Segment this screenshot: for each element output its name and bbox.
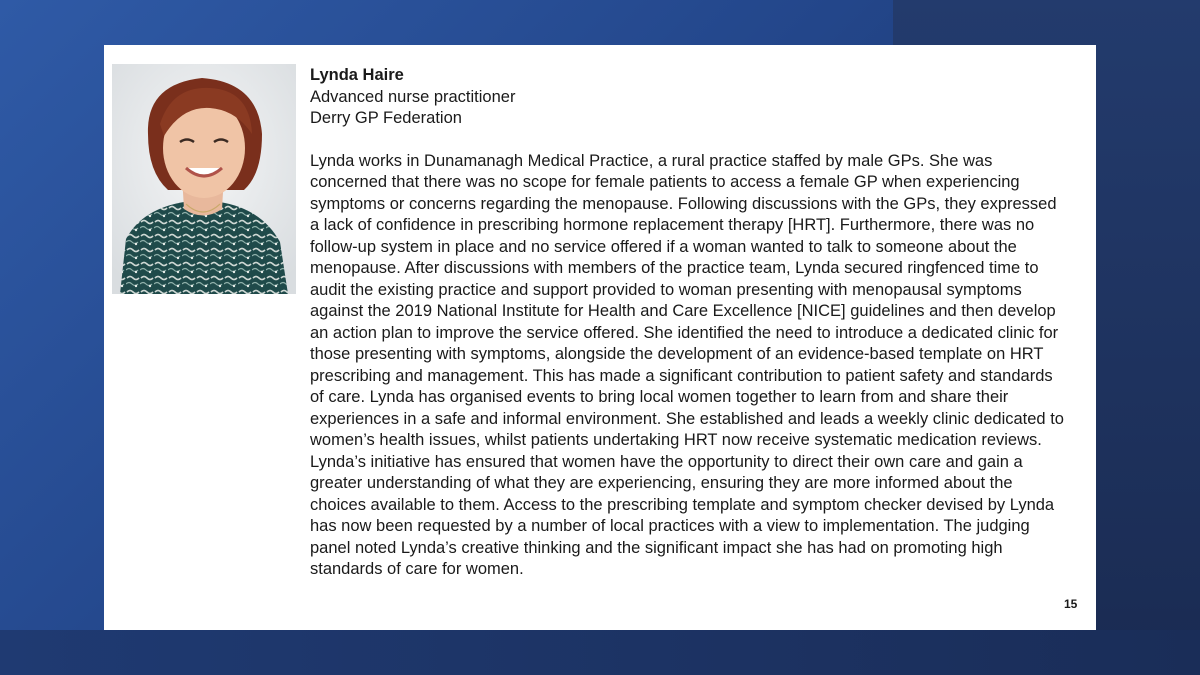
profile-text <box>310 65 1066 581</box>
document-page <box>104 45 1096 630</box>
biography-paragraph: Lynda works in Dunamanagh Medical Practice, a rural practice staffed by male GPs. She was concerned that there was no scope for female patients to access a female GP when experiencing symptoms or concerns regarding the menopause. Following discussions with the GPs, they expressed a lack of confidence in prescribing hormone replacement therapy [HRT]. Furthermore, there was no follow-up system in place and no service offered if a woman wanted to talk to someone about the menopause. After discussions with members of the practice team, Lynda secured ringfenced time to audit the existing practice and support provided to woman presenting with menopausal symptoms against the 2019 National Institute for Health and Care Excellence [NICE] guidelines and then develop an action plan to improve the service offered. She identified the need to introduce a dedicated clinic for those presenting with symptoms, alongside the development of an evidence-based template on HRT prescribing and management. This has made a significant contribution to patient safety and standards of care. Lynda has organised events to bring local women together to learn from and share their experiences in a safe and informal environment. She established and leads a weekly clinic dedicated to women’s health issues, whilst patients undertaking HRT now receive systematic medication reviews. Lynda’s initiative has ensured that women have the opportunity to direct their own care and gain a greater understanding of what they are experiencing, ensuring they are more informed about the choices available to them. Access to the prescribing template and symptom checker devised by Lynda has now been requested by a number of local practices with a view to implementation. The judging panel noted Lynda’s creative thinking and the significant impact she has had on promoting high standards of care for women. <box>310 151 1064 578</box>
portrait-photo <box>112 64 296 294</box>
background-panel-bottom <box>0 630 1200 675</box>
person-organisation: Derry GP Federation <box>310 109 462 127</box>
person-name: Lynda Haire <box>310 66 404 84</box>
person-role: Advanced nurse practitioner <box>310 87 516 106</box>
page-number: 15 <box>1064 597 1078 611</box>
